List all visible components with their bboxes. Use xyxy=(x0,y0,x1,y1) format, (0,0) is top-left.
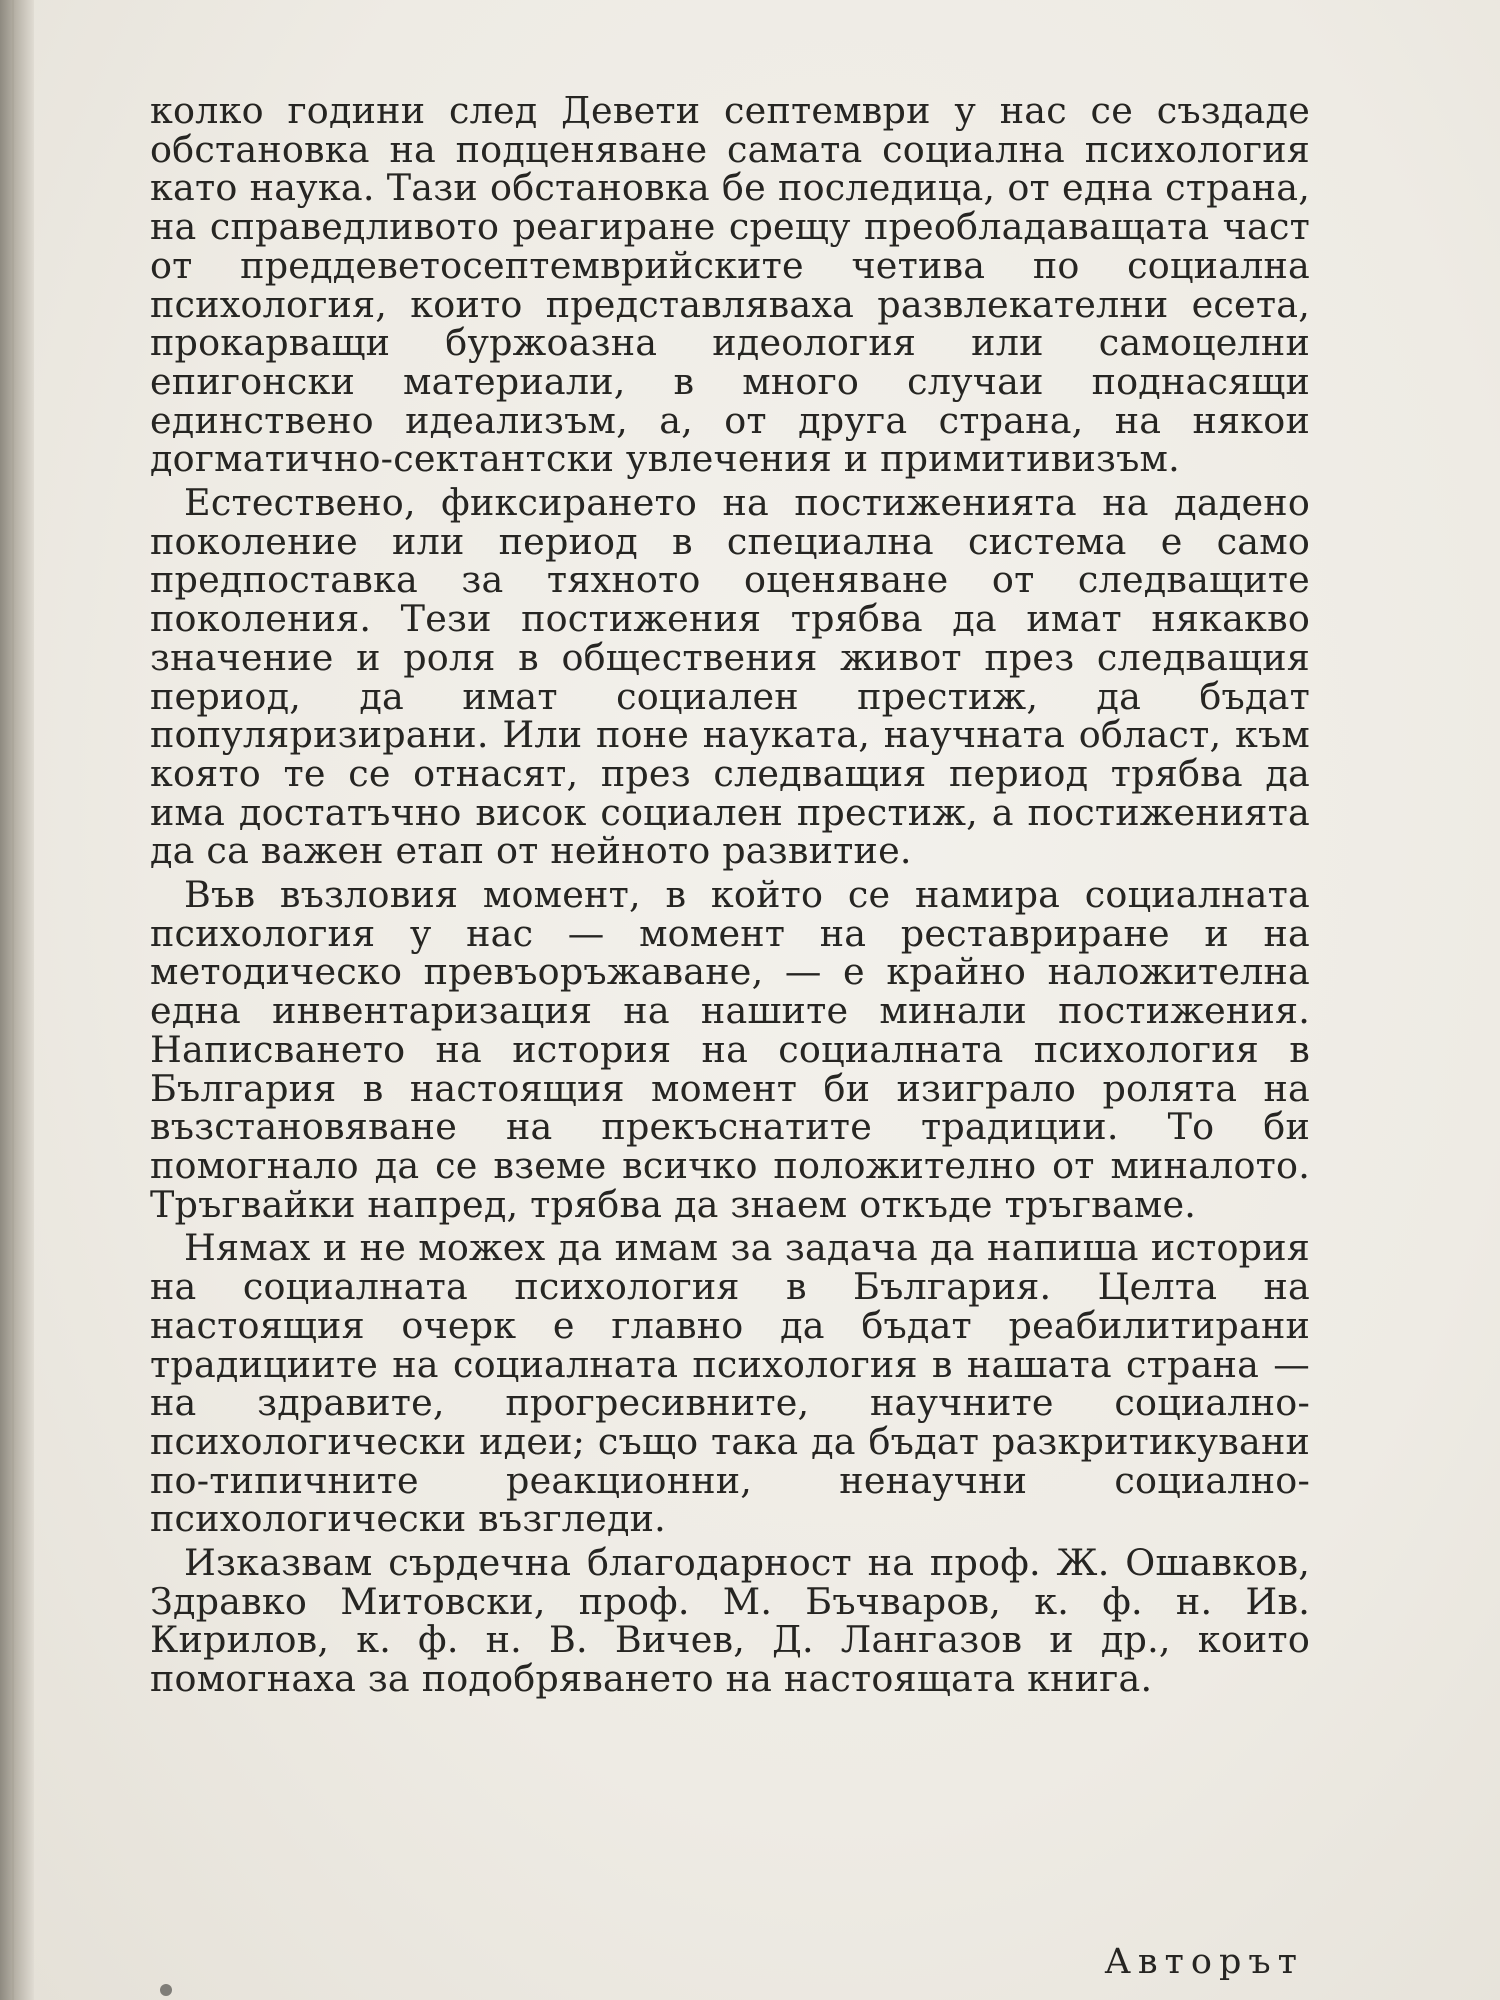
author-signature: Авторът xyxy=(1104,1942,1304,1982)
previous-page-edge xyxy=(12,0,14,2000)
page-text xyxy=(150,89,1310,1701)
paragraph-fixation: Естествено, фиксирането на постиженията на дадено поколение или период в специална система е само предпоставка за тяхното оценяване от следващите поколения. Тези постижения трябва да имат някакво значение и роля в обществения живот през следващия период, да имат социален престиж, да бъдат популяризирани. Или поне науката, научната област, към която те се отнасят, през следващия период трябва да има достатъчно висок социален престиж, а постиженията да са важен етап от нейното развитие. xyxy=(150,481,1310,873)
book-spine-shadow xyxy=(0,0,34,2000)
page-number-fragment xyxy=(160,1984,172,1996)
paragraph-continuation: колко години след Девети септември у нас се създаде обстановка на подценяване самата социална психология като наука. Тази обстановка бе последица, от една страна, на справедливото реагиране срещу преобладаващата част от преддеветосептемврийските четива по социална психология, които представляваха развлекателни есета, прокарващи буржоазна идеология или самоцелни епигонски материали, в много случаи поднасящи единствено идеализъм, а, от друга страна, на някои догматично-сектантски увлечения и примитивизъм. xyxy=(150,89,1310,481)
paragraph-task: Нямах и не можех да имам за задача да напиша история на социалната психология в България. Целта на настоящия очерк е главно да бъдат реабилитирани традициите на социалната психология в нашата страна — на здравите, прогресивните, научните социално-психологически идеи; също така да бъдат разкритикувани по-типичните реакционни, ненаучни социално-психологически възгледи. xyxy=(150,1226,1310,1541)
paragraph-acknowledgements: Изказвам сърдечна благодарност на проф. Ж. Ошавков, Здравко Митовски, проф. М. Бъчваров, к. ф. н. Ив. Кирилов, к. ф. н. В. Вичев, Д. Лангазов и др., които помогнаха за подобряването на настоящата книга. xyxy=(150,1541,1310,1701)
paragraph-current-moment: Във възловия момент, в който се намира социалната психология у нас — момент на реставриране и на методическо превъоръжаване, — е крайно наложителна една инвентаризация на нашите минали постижения. Написването на история на социалната психология в България в настоящия момент би изиграло ролята на възстановяване на прекъснатите традиции. То би помогнало да се вземе всичко положително от миналото. Тръгвайки напред, трябва да знаем откъде тръгваме. xyxy=(150,873,1310,1226)
